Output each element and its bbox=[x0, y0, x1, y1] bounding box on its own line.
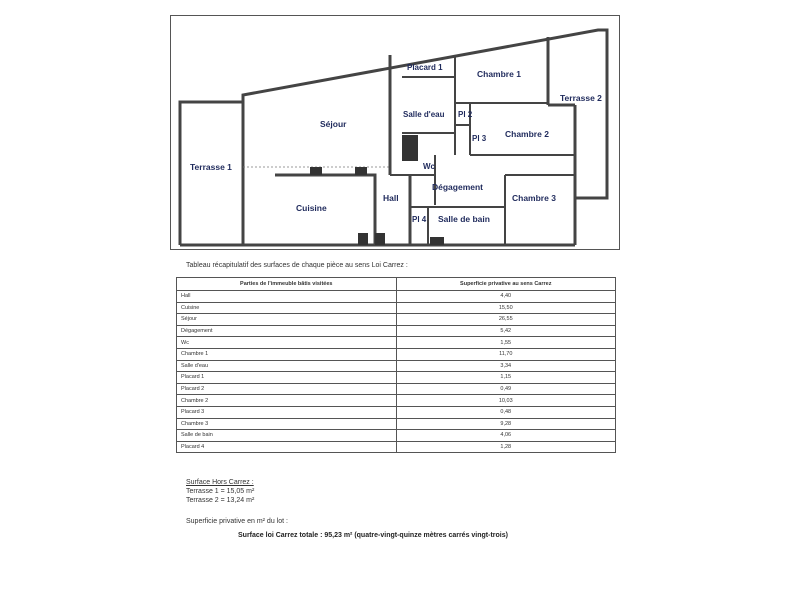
room-surface: 9,28 bbox=[396, 418, 616, 430]
column-header: Superficie privative au sens Carrez bbox=[396, 278, 616, 291]
table-row bbox=[177, 302, 616, 314]
table-row bbox=[177, 337, 616, 349]
room-surface: 1,28 bbox=[396, 441, 616, 453]
table-row bbox=[177, 430, 616, 442]
room-label: Hall bbox=[383, 193, 399, 203]
room-name: Chambre 3 bbox=[177, 418, 397, 430]
room-name: Placard 1 bbox=[177, 372, 397, 384]
room-name: Salle de bain bbox=[177, 430, 397, 442]
room-name: Placard 2 bbox=[177, 383, 397, 395]
room-label: Pl 4 bbox=[412, 215, 427, 224]
room-surface: 4,40 bbox=[396, 291, 616, 303]
room-label: Salle de bain bbox=[438, 214, 490, 224]
superficie-label: Superficie privative en m² du lot : bbox=[186, 518, 288, 525]
table-row bbox=[177, 325, 616, 337]
column-block bbox=[310, 167, 322, 175]
table-header-row bbox=[177, 278, 616, 291]
column-header: Parties de l'immeuble bâtis visitées bbox=[177, 278, 397, 291]
room-surface: 15,50 bbox=[396, 302, 616, 314]
hors-carrez-line: Terrasse 2 = 13,24 m² bbox=[186, 497, 255, 504]
column-block bbox=[358, 233, 368, 245]
room-name: Salle d'eau bbox=[177, 360, 397, 372]
room-label: Pl 2 bbox=[458, 110, 473, 119]
room-name: Hall bbox=[177, 291, 397, 303]
room-name: Cuisine bbox=[177, 302, 397, 314]
room-surface: 0,48 bbox=[396, 406, 616, 418]
room-name: Dégagement bbox=[177, 325, 397, 337]
column-block bbox=[355, 167, 367, 175]
table-caption: Tableau récapitulatif des surfaces de chaque pièce au sens Loi Carrez : bbox=[186, 262, 408, 269]
room-label: Chambre 2 bbox=[505, 129, 549, 139]
wc-block bbox=[402, 135, 418, 161]
hors-carrez-block bbox=[186, 478, 254, 505]
room-name: Chambre 2 bbox=[177, 395, 397, 407]
room-surface: 5,42 bbox=[396, 325, 616, 337]
wall-terrasse1 bbox=[180, 102, 243, 245]
room-label: Wc bbox=[423, 162, 435, 171]
room-surface: 11,70 bbox=[396, 348, 616, 360]
table-row bbox=[177, 291, 616, 303]
table-row bbox=[177, 314, 616, 326]
table-row bbox=[177, 372, 616, 384]
table-row bbox=[177, 406, 616, 418]
hors-carrez-title: Surface Hors Carrez : bbox=[186, 479, 254, 486]
room-name: Placard 4 bbox=[177, 441, 397, 453]
room-name: Séjour bbox=[177, 314, 397, 326]
room-name: Wc bbox=[177, 337, 397, 349]
room-surface: 0,49 bbox=[396, 383, 616, 395]
room-label: Salle d'eau bbox=[403, 110, 445, 119]
room-name: Chambre 1 bbox=[177, 348, 397, 360]
room-label: Placard 1 bbox=[407, 63, 443, 72]
column-block bbox=[375, 233, 385, 245]
room-surface: 1,15 bbox=[396, 372, 616, 384]
room-label: Terrasse 1 bbox=[190, 162, 232, 172]
room-surface: 3,34 bbox=[396, 360, 616, 372]
table-row bbox=[177, 418, 616, 430]
room-surface: 10,03 bbox=[396, 395, 616, 407]
table-row bbox=[177, 348, 616, 360]
room-surface: 4,06 bbox=[396, 430, 616, 442]
column-block bbox=[430, 237, 444, 245]
surface-table bbox=[176, 277, 616, 453]
room-label: Cuisine bbox=[296, 203, 327, 213]
room-label: Chambre 1 bbox=[477, 69, 521, 79]
floor-plan bbox=[170, 15, 620, 250]
plan-frame bbox=[171, 16, 620, 250]
room-label: Chambre 3 bbox=[512, 193, 556, 203]
room-label: Pl 3 bbox=[472, 134, 487, 143]
room-name: Placard 3 bbox=[177, 406, 397, 418]
room-label: Séjour bbox=[320, 119, 347, 129]
total-surface: Surface loi Carrez totale : 95,23 m² (quatre-vingt-quinze mètres carrés vingt-trois) bbox=[238, 532, 508, 539]
room-label: Terrasse 2 bbox=[560, 93, 602, 103]
table-row bbox=[177, 395, 616, 407]
room-surface: 26,55 bbox=[396, 314, 616, 326]
table-row bbox=[177, 383, 616, 395]
room-label: Dégagement bbox=[432, 182, 484, 192]
room-surface: 1,55 bbox=[396, 337, 616, 349]
hors-carrez-line: Terrasse 1 = 15,05 m² bbox=[186, 488, 255, 495]
table-row bbox=[177, 360, 616, 372]
table-row bbox=[177, 441, 616, 453]
